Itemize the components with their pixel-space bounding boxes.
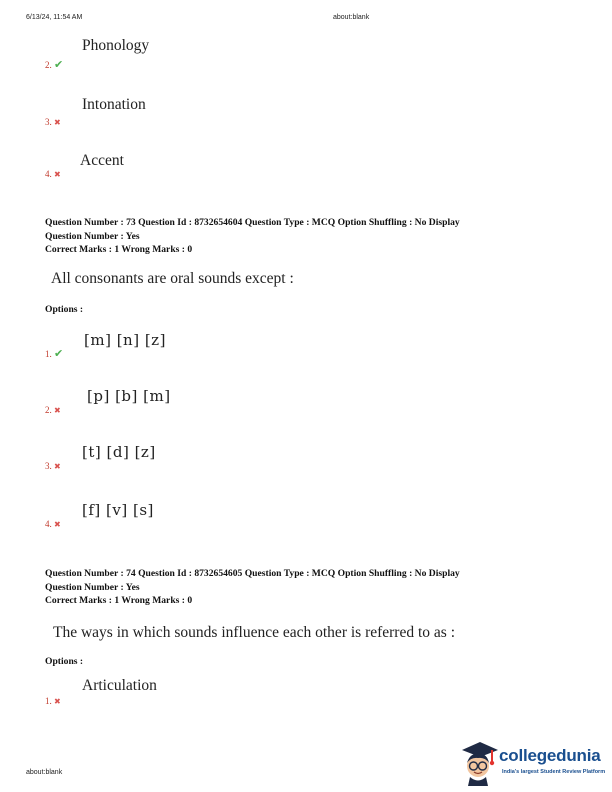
cross-icon: ✖: [54, 406, 61, 415]
footer-url: about:blank: [26, 769, 63, 776]
option-text: [m] [n] [z]: [84, 331, 166, 349]
question-meta-line: Correct Marks : 1 Wrong Marks : 0: [45, 244, 193, 255]
option-number: [45, 696, 61, 706]
option-number-label: 1.: [45, 696, 52, 706]
question-text: All consonants are oral sounds except :: [51, 270, 294, 287]
graduate-mascot-icon: [458, 738, 498, 786]
option-number: [45, 58, 63, 71]
option-number-label: 2.: [45, 405, 52, 415]
cross-icon: ✖: [54, 697, 61, 706]
question-meta-line: Correct Marks : 1 Wrong Marks : 0: [45, 595, 193, 606]
option-number-label: 3.: [45, 461, 52, 471]
option-number: [45, 519, 61, 529]
option-number-label: 1.: [45, 349, 52, 359]
options-label: Options :: [45, 656, 84, 667]
option-number-label: 2.: [45, 60, 52, 70]
options-label: Options :: [45, 304, 84, 315]
option-text: [p] [b] [m]: [87, 387, 171, 405]
question-meta-line: Question Number : Yes: [45, 230, 140, 242]
option-text: Accent: [80, 152, 124, 169]
option-number: [45, 461, 61, 471]
option-text: Intonation: [82, 96, 146, 113]
check-icon: ✔: [54, 58, 64, 71]
option-number-label: 4.: [45, 169, 52, 179]
print-datetime: 6/13/24, 11:54 AM: [26, 14, 83, 21]
question-meta-line: Question Number : 74 Question Id : 8732654605 Question Type : MCQ Option Shuffling : No Display: [45, 568, 460, 579]
question-meta-line: Question Number : 73 Question Id : 8732654604 Question Type : MCQ Option Shuffling : No Display: [45, 217, 460, 228]
cross-icon: ✖: [54, 462, 61, 471]
option-number: [45, 117, 61, 127]
option-number: [45, 405, 61, 415]
option-number-label: 4.: [45, 519, 52, 529]
print-url: about:blank: [333, 14, 370, 21]
option-text: Phonology: [82, 37, 150, 54]
collegedunia-logo: [458, 738, 608, 788]
logo-tagline: India's largest Student Review Platform: [502, 769, 606, 775]
check-icon: ✔: [54, 347, 64, 360]
question-meta: [45, 216, 460, 257]
option-number-label: 3.: [45, 117, 52, 127]
question-text: The ways in which sounds influence each other is referred to as :: [53, 624, 456, 641]
cross-icon: ✖: [54, 520, 61, 529]
question-meta: [45, 567, 460, 608]
option-number: [45, 347, 63, 360]
option-text: [t] [d] [z]: [82, 443, 156, 461]
question-meta-line: Question Number : Yes: [45, 581, 140, 593]
cross-icon: ✖: [54, 170, 61, 179]
cross-icon: ✖: [54, 118, 61, 127]
logo-wordmark: collegedunia: [499, 746, 601, 765]
option-text: [f] [v] [s]: [82, 501, 154, 519]
option-number: [45, 169, 61, 179]
option-text: Articulation: [82, 677, 157, 694]
